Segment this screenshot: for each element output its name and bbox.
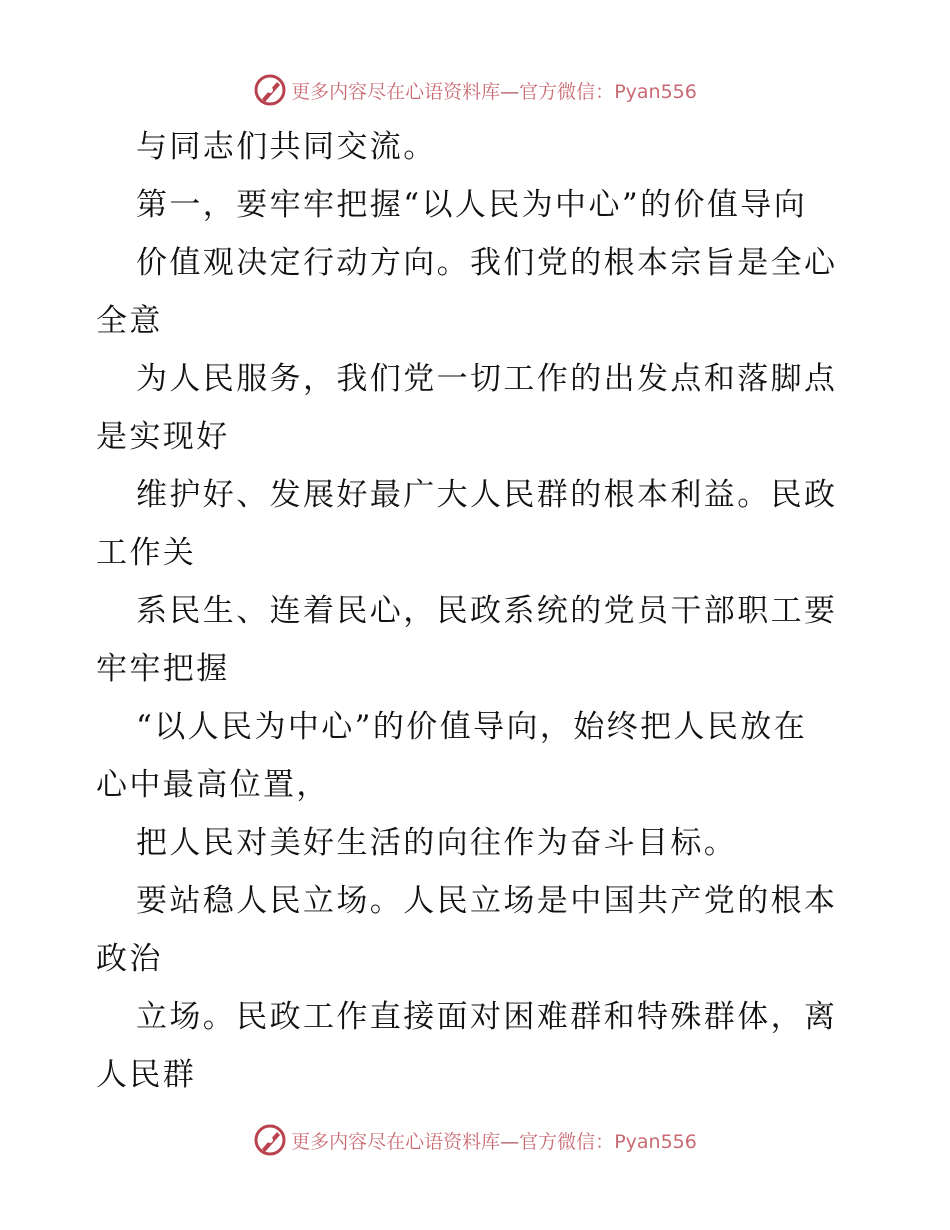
header-site-text: 更多内容尽在心语资料库 [291,80,501,103]
text-line: 政治 [96,941,163,977]
text-line: 牢牢把握 [96,651,230,687]
text-line: 价值观决定行动方向。我们党的根本宗旨是全心 [136,245,838,281]
header-wechat-label: 官方微信： [519,80,615,103]
header-watermark [0,70,950,110]
text-line: 系民生、连着民心，民政系统的党员干部职工要 [136,593,838,629]
header-wechat-id: Pyan556 [614,80,697,103]
footer-wechat-label: 官方微信： [519,1130,615,1153]
text-line: “以人民为中心”的价值导向，始终把人民放在 [136,709,808,745]
text-line: 要站稳人民立场。人民立场是中国共产党的根本 [136,883,838,919]
text-line: 第一，要牢牢把握“以人民为中心”的价值导向 [136,187,808,223]
header-dash: — [500,80,520,103]
text-line: 为人民服务，我们党一切工作的出发点和落脚点 [136,361,838,397]
pen-logo-icon [253,73,287,107]
text-line: 把人民对美好生活的向往作为奋斗目标。 [136,825,738,861]
document-body [96,118,876,1104]
text-line: 与同志们共同交流。 [136,129,437,165]
text-line: 立场。民政工作直接面对困难群和特殊群体，离 [136,999,838,1035]
header-watermark-text [291,77,697,104]
text-line: 人民群 [96,1057,197,1093]
text-line: 工作关 [96,535,197,571]
footer-watermark-text [291,1127,697,1154]
text-line: 全意 [96,303,163,339]
text-line: 维护好、发展好最广大人民群的根本利益。民政 [136,477,838,513]
text-line: 是实现好 [96,419,230,455]
footer-site-text: 更多内容尽在心语资料库 [291,1130,501,1153]
footer-dash: — [500,1130,520,1153]
footer-watermark [0,1120,950,1160]
text-line: 心中最高位置， [96,767,330,803]
pen-logo-icon [253,1123,287,1157]
footer-wechat-id: Pyan556 [614,1130,697,1153]
